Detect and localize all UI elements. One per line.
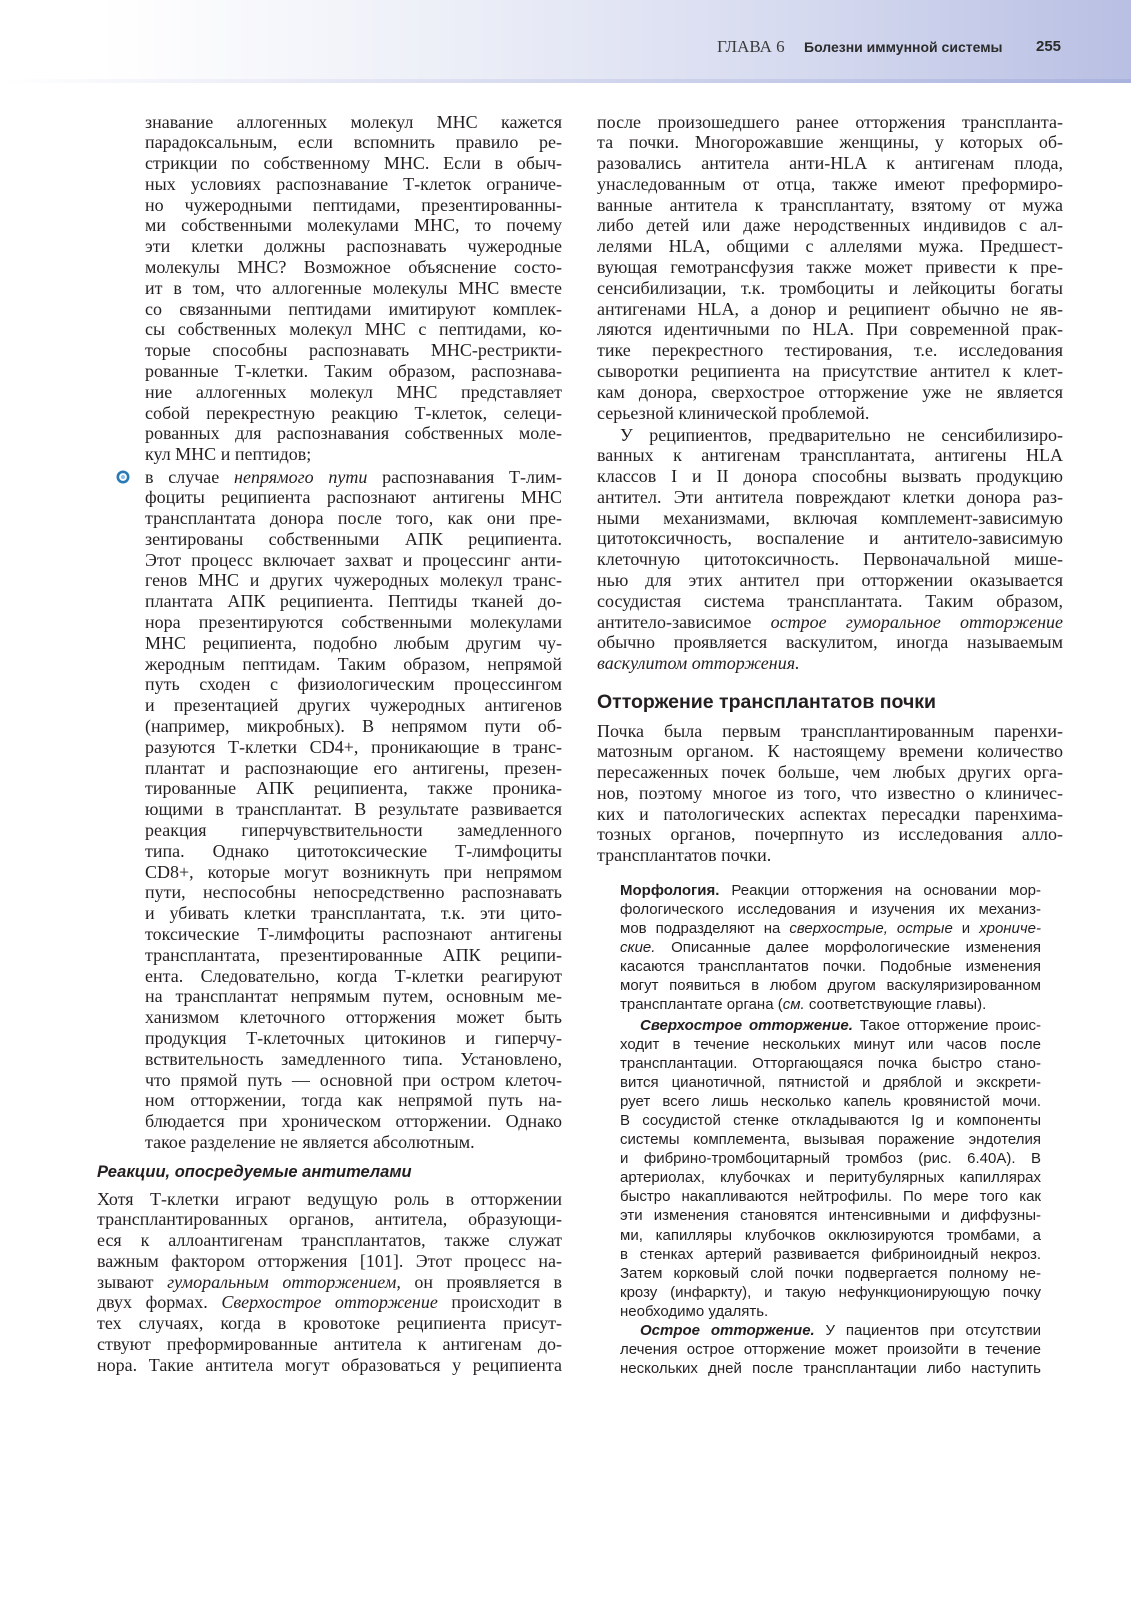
- text-line: ными механизмами, включая комплемент-зависимую: [597, 507, 1063, 528]
- text-line: плантат и распознающие его антигены, презен-: [145, 757, 562, 778]
- acute-rejection-paragraph: [620, 1321, 1041, 1378]
- text-line: трансплантата, презентированные АПК реципи-: [145, 944, 562, 965]
- text-line: [145, 467, 562, 488]
- text-line: на трансплантат непрямым путем, основным ме-: [145, 986, 562, 1007]
- text-line: трансплантата донора после того, как они пре-: [145, 508, 562, 529]
- text-line: В сосудистой стенке откладываются Ig и компоненты: [620, 1111, 1041, 1129]
- text-line: либо детей или даже неродственных индивидов с ал-: [597, 215, 1063, 236]
- italic-text: хрониче-: [979, 919, 1041, 937]
- text-line: лелями HLA, общими с аллелями мужа. Предшест-: [597, 236, 1063, 257]
- text-line: рованных для распознавания собственных моле-: [145, 423, 562, 444]
- text-line: классов I и II донора способны вызвать продукцию: [597, 466, 1063, 487]
- bold-lead-in: Морфология.: [620, 881, 720, 899]
- text-line: ющими в трансплантат. В результате развивается: [145, 799, 562, 820]
- text-line: тех случаях, когда в кровотоке реципиента присут-: [97, 1313, 562, 1334]
- subsection-heading: Реакции, опосредуемые антителами: [97, 1163, 412, 1181]
- text-line: но чужеродными пептидами, презентированны-: [145, 194, 562, 215]
- text-segment: антитело-зависимое: [597, 611, 771, 632]
- text-line: вующая гемотрансфузия также может привести к пре-: [597, 257, 1063, 278]
- text-line: сосудистая система трансплантата. Таким образом,: [597, 590, 1063, 611]
- text-segment: соответствующие главы).: [804, 996, 987, 1014]
- text-segment: в случае: [145, 466, 235, 487]
- text-line: что прямой путь — основной при остром клеточ-: [145, 1069, 562, 1090]
- paragraph: [597, 425, 1063, 675]
- text-line: еся к аллоантигенам трансплантатов, также служат: [97, 1230, 562, 1251]
- text-line: нов, поэтому многое из того, что известно о клиничес-: [597, 782, 1063, 803]
- text-line: антител. Эти антитела повреждают клетки донора раз-: [597, 486, 1063, 507]
- text-line: рованные Т-клетки. Таким образом, распознава-: [145, 361, 562, 382]
- text-line: и убивать клетки трансплантата, т.к. эти цито-: [145, 903, 562, 924]
- text-segment: У пациентов при отсутствии: [814, 1321, 1041, 1339]
- text-line: знавание аллогенных молекул MHC кажется: [145, 111, 562, 132]
- text-line: эти клетки должны распознавать чужеродные: [145, 236, 562, 257]
- text-segment: распознавания Т-лим-: [367, 466, 562, 487]
- running-header-title: Болезни иммунной системы: [804, 39, 1003, 55]
- text-line: [620, 938, 1041, 957]
- text-line: [620, 1321, 1041, 1340]
- text-line: ванных к антигенам трансплантата, антигены HLA: [597, 445, 1063, 466]
- text-line: CD8+, которые могут возникнуть при непрямом: [145, 861, 562, 882]
- text-segment: зывают: [97, 1271, 168, 1292]
- text-line: та почки. Многорожавшие женщины, у которых об-: [597, 132, 1063, 153]
- text-line: [620, 919, 1041, 938]
- text-line: Почка была первым трансплантированным паренхи-: [597, 720, 1063, 741]
- text-line: пересаженных почек больше, чем любых других орга-: [597, 762, 1063, 783]
- text-line: ванные антитела к трансплантату, взятому от мужа: [597, 194, 1063, 215]
- text-line: собой перекрестную реакцию Т-клеток, селеци-: [145, 402, 562, 423]
- italic-text: непрямого пути: [234, 466, 368, 487]
- paragraph-continuation: [597, 112, 1063, 424]
- text-line: стрикции по собственному MHC. Если в обыч-: [145, 153, 562, 174]
- text-line: ми собственными молекулами MHC, то почему: [145, 215, 562, 236]
- text-segment: Такое отторжение проис-: [852, 1016, 1041, 1034]
- text-line: вится цианотичной, пятнистой и дряблой и экскрети-: [620, 1073, 1041, 1091]
- paragraph: [97, 1189, 562, 1376]
- text-line: клеточную цитотоксичность. Первоначальной мише-: [597, 549, 1063, 570]
- text-line: матозным органом. К настоящему времени количество: [597, 741, 1063, 762]
- text-line: трансплантатов почки.: [597, 845, 772, 866]
- text-line: блюдается при хроническом отторжении. Однако: [145, 1111, 562, 1132]
- text-line: сыворотки реципиента на присутствие антител к клет-: [597, 361, 1063, 382]
- italic-text: острое гуморальное отторжение: [770, 611, 1063, 632]
- text-line: фологического исследования и изучения их механиз-: [620, 900, 1041, 918]
- header-rule: [0, 79, 1131, 83]
- text-line: тированные АПК реципиента, также проника-: [145, 778, 562, 799]
- text-segment: Описанные далее морфологические изменения: [655, 938, 1041, 956]
- text-line: тозных органов, почерпнуто из исследования алло-: [597, 824, 1063, 845]
- text-line: ханизмом клеточного отторжения может быть: [145, 1007, 562, 1028]
- text-line: зентированы собственными АПК реципиента.: [145, 528, 562, 549]
- text-line: ние аллогенных молекул MHC представляет: [145, 381, 562, 402]
- text-line: в стенках артерий развивается фибриноидный некроз.: [620, 1245, 1041, 1263]
- text-segment: трансплантате органа (: [620, 996, 783, 1014]
- text-line: ствуют преформированные антитела к антигенам до-: [97, 1334, 562, 1355]
- text-line: сенсибилизации, т.к. тромбоциты и лейкоциты богаты: [597, 277, 1063, 298]
- text-line: нескольких дней после трансплантации либо наступить: [620, 1359, 1041, 1377]
- hyperacute-rejection-paragraph: [620, 1016, 1041, 1322]
- bullet-circle-icon: [116, 470, 130, 484]
- text-line: разовались антитела анти-HLA к антигенам плода,: [597, 153, 1063, 174]
- text-line: после произошедшего ранее отторжения транспланта-: [597, 111, 1063, 132]
- text-line: и фибрино-тромбоцитарный тромбоз (рис. 6.40А). В: [620, 1150, 1041, 1168]
- text-line: продукция Т-клеточных цитокинов и гиперчу-: [145, 1028, 562, 1049]
- text-line: системы комплемента, вызывая поражение эндотелия: [620, 1131, 1041, 1149]
- text-line: обычно проявляется васкулитом, иногда называемым: [597, 632, 1063, 653]
- text-line: ких и патологических аспектах пересадки паренхима-: [597, 803, 1063, 824]
- italic-text: ские.: [620, 938, 656, 956]
- paragraph: [597, 721, 1063, 867]
- text-line: торые способны распознавать MHC-рестрикти-: [145, 340, 562, 361]
- morphology-paragraph: [620, 881, 1041, 1015]
- text-line: MHC реципиента, подобно любым другим чу-: [145, 632, 562, 653]
- text-line: Этот процесс включает захват и процессинг анти-: [145, 549, 562, 570]
- text-segment: он проявляется в: [400, 1271, 562, 1292]
- text-line: Затем корковый слой почки подвергается полному не-: [620, 1264, 1041, 1282]
- text-line: ит в том, что аллогенные молекулы MHC вместе: [145, 277, 562, 298]
- text-line: [620, 881, 1041, 900]
- italic-text: гуморальным отторжением,: [167, 1271, 401, 1292]
- text-line: плантата АПК реципиента. Пептиды тканей до-: [145, 591, 562, 612]
- text-line: [597, 612, 1063, 633]
- text-line: токсические Т-лимфоциты распознают антигены: [145, 924, 562, 945]
- text-line: разуются Т-клетки CD4+, проникающие в транс-: [145, 736, 562, 757]
- text-line: трансплантации. Отторгающаяся почка быстро стано-: [620, 1054, 1041, 1072]
- text-segment: Реакции отторжения на основании мор-: [719, 881, 1041, 899]
- text-line: пути, неспособны непосредственно распознавать: [145, 882, 562, 903]
- text-line: ми, капилляры клубочков окклюзируются тромбами, а: [620, 1226, 1041, 1244]
- text-line: [97, 1272, 562, 1293]
- running-header-chapter: ГЛАВА 6: [717, 37, 785, 56]
- text-line: крозу (инфаркту), и такую нефункционирующую почку: [620, 1283, 1041, 1301]
- section-heading: Отторжение трансплантатов почки: [597, 691, 937, 713]
- text-line: рует всего лишь несколько капель кровянистой мочи.: [620, 1092, 1041, 1110]
- text-line: [620, 1016, 1041, 1035]
- text-line: молекулы MHC? Возможное объяснение состо-: [145, 257, 562, 278]
- text-segment: и: [952, 919, 980, 937]
- text-line: жеродным пептидам. Таким образом, непрямой: [145, 653, 562, 674]
- text-line: быстро накапливаются нейтрофилы. По мере того как: [620, 1188, 1041, 1206]
- text-line: и презентацией других чужеродных антигенов: [145, 695, 562, 716]
- text-line: типа. Однако цитотоксические Т-лимфоциты: [145, 840, 562, 861]
- bold-italic-lead-in: Сверхострое отторжение.: [640, 1016, 853, 1034]
- text-line: кул MHC и пептидов;: [145, 444, 312, 465]
- text-line: антигенами HLA, а донор и реципиент обычно не яв-: [597, 298, 1063, 319]
- text-line: артериолах, клубочках и перитубулярных капиллярах: [620, 1169, 1041, 1187]
- text-line: могут появиться в любом другом васкуляризированном: [620, 976, 1041, 994]
- text-line: путь сходен с физиологическим процессингом: [145, 674, 562, 695]
- text-line: со связанными пептидами имитируют комплек-: [145, 298, 562, 319]
- text-line: сы собственных молекул MHC с пептидами, ко-: [145, 319, 562, 340]
- text-line: ляются идентичными по HLA. При современной прак-: [597, 319, 1063, 340]
- text-line: кам донора, сверхострое отторжение уже не является: [597, 381, 1063, 402]
- text-line: нью для этих антител при отторжении оказывается: [597, 570, 1063, 591]
- bold-italic-lead-in: Острое отторжение.: [640, 1321, 815, 1339]
- text-line: необходимо удалять.: [620, 1302, 769, 1320]
- italic-text: Сверхострое отторжение: [221, 1292, 438, 1313]
- bullet-list-item: [145, 467, 562, 1153]
- text-line: нора. Такие антитела могут образоваться у реципиента: [97, 1354, 562, 1375]
- text-line: нора презентируются собственными молекулами: [145, 612, 562, 633]
- text-line: тике перекрестного тестирования, т.е. исследования: [597, 340, 1063, 361]
- text-line: эти изменения становятся интенсивными и диффузны-: [620, 1207, 1041, 1225]
- paragraph-continuation: [145, 112, 562, 466]
- text-line: Хотя Т-клетки играют ведущую роль в отторжении: [97, 1188, 562, 1209]
- page-number: 255: [1036, 38, 1062, 55]
- text-line: генов MHC и других чужеродных молекул транс-: [145, 570, 562, 591]
- text-line: серьезной клинической проблемой.: [597, 402, 870, 423]
- text-segment: мов подразделяют на: [620, 919, 790, 937]
- italic-text: см.: [782, 996, 805, 1014]
- text-line: реакция гиперчувствительности замедленного: [145, 820, 562, 841]
- text-segment: происходит в: [437, 1292, 562, 1313]
- text-line: ента. Следовательно, когда Т-клетки реагируют: [145, 965, 562, 986]
- text-line: васкулитом отторжения.: [597, 653, 800, 674]
- text-line: фоциты реципиента распознают антигены MHC: [145, 487, 562, 508]
- text-line: ходит в течение нескольких минут или часов после: [620, 1035, 1041, 1053]
- text-segment: двух формах.: [97, 1292, 222, 1313]
- text-line: (например, микробных). В непрямом пути об-: [145, 716, 562, 737]
- text-line: цитотоксичность, воспаление и антитело-зависимую: [597, 528, 1063, 549]
- text-line: лечения острое отторжение может произойти в течение: [620, 1340, 1041, 1358]
- text-line: ном отторжении, тогда как непрямой путь на-: [145, 1090, 562, 1111]
- text-line: ных условиях распознавание Т-клеток ограниче-: [145, 173, 562, 194]
- text-line: парадоксальным, если вспомнить правило ре-: [145, 132, 562, 153]
- text-line: касаются трансплантатов почки. Подобные изменения: [620, 957, 1041, 975]
- text-line: важным фактором отторжения [101]. Этот процесс на-: [97, 1250, 562, 1271]
- text-line: У реципиентов, предварительно не сенсибилизиро-: [620, 424, 1063, 445]
- text-line: унаследованным от отца, также имеют преформиро-: [597, 173, 1063, 194]
- italic-text: сверхострые, острые: [789, 919, 953, 937]
- text-line: [97, 1292, 562, 1313]
- text-line: трансплантированных органов, антитела, образующи-: [97, 1209, 562, 1230]
- text-line: такое разделение не является абсолютным.: [145, 1132, 475, 1152]
- text-line: [620, 995, 1041, 1014]
- text-line: вствительность замедленного типа. Установлено,: [145, 1048, 562, 1069]
